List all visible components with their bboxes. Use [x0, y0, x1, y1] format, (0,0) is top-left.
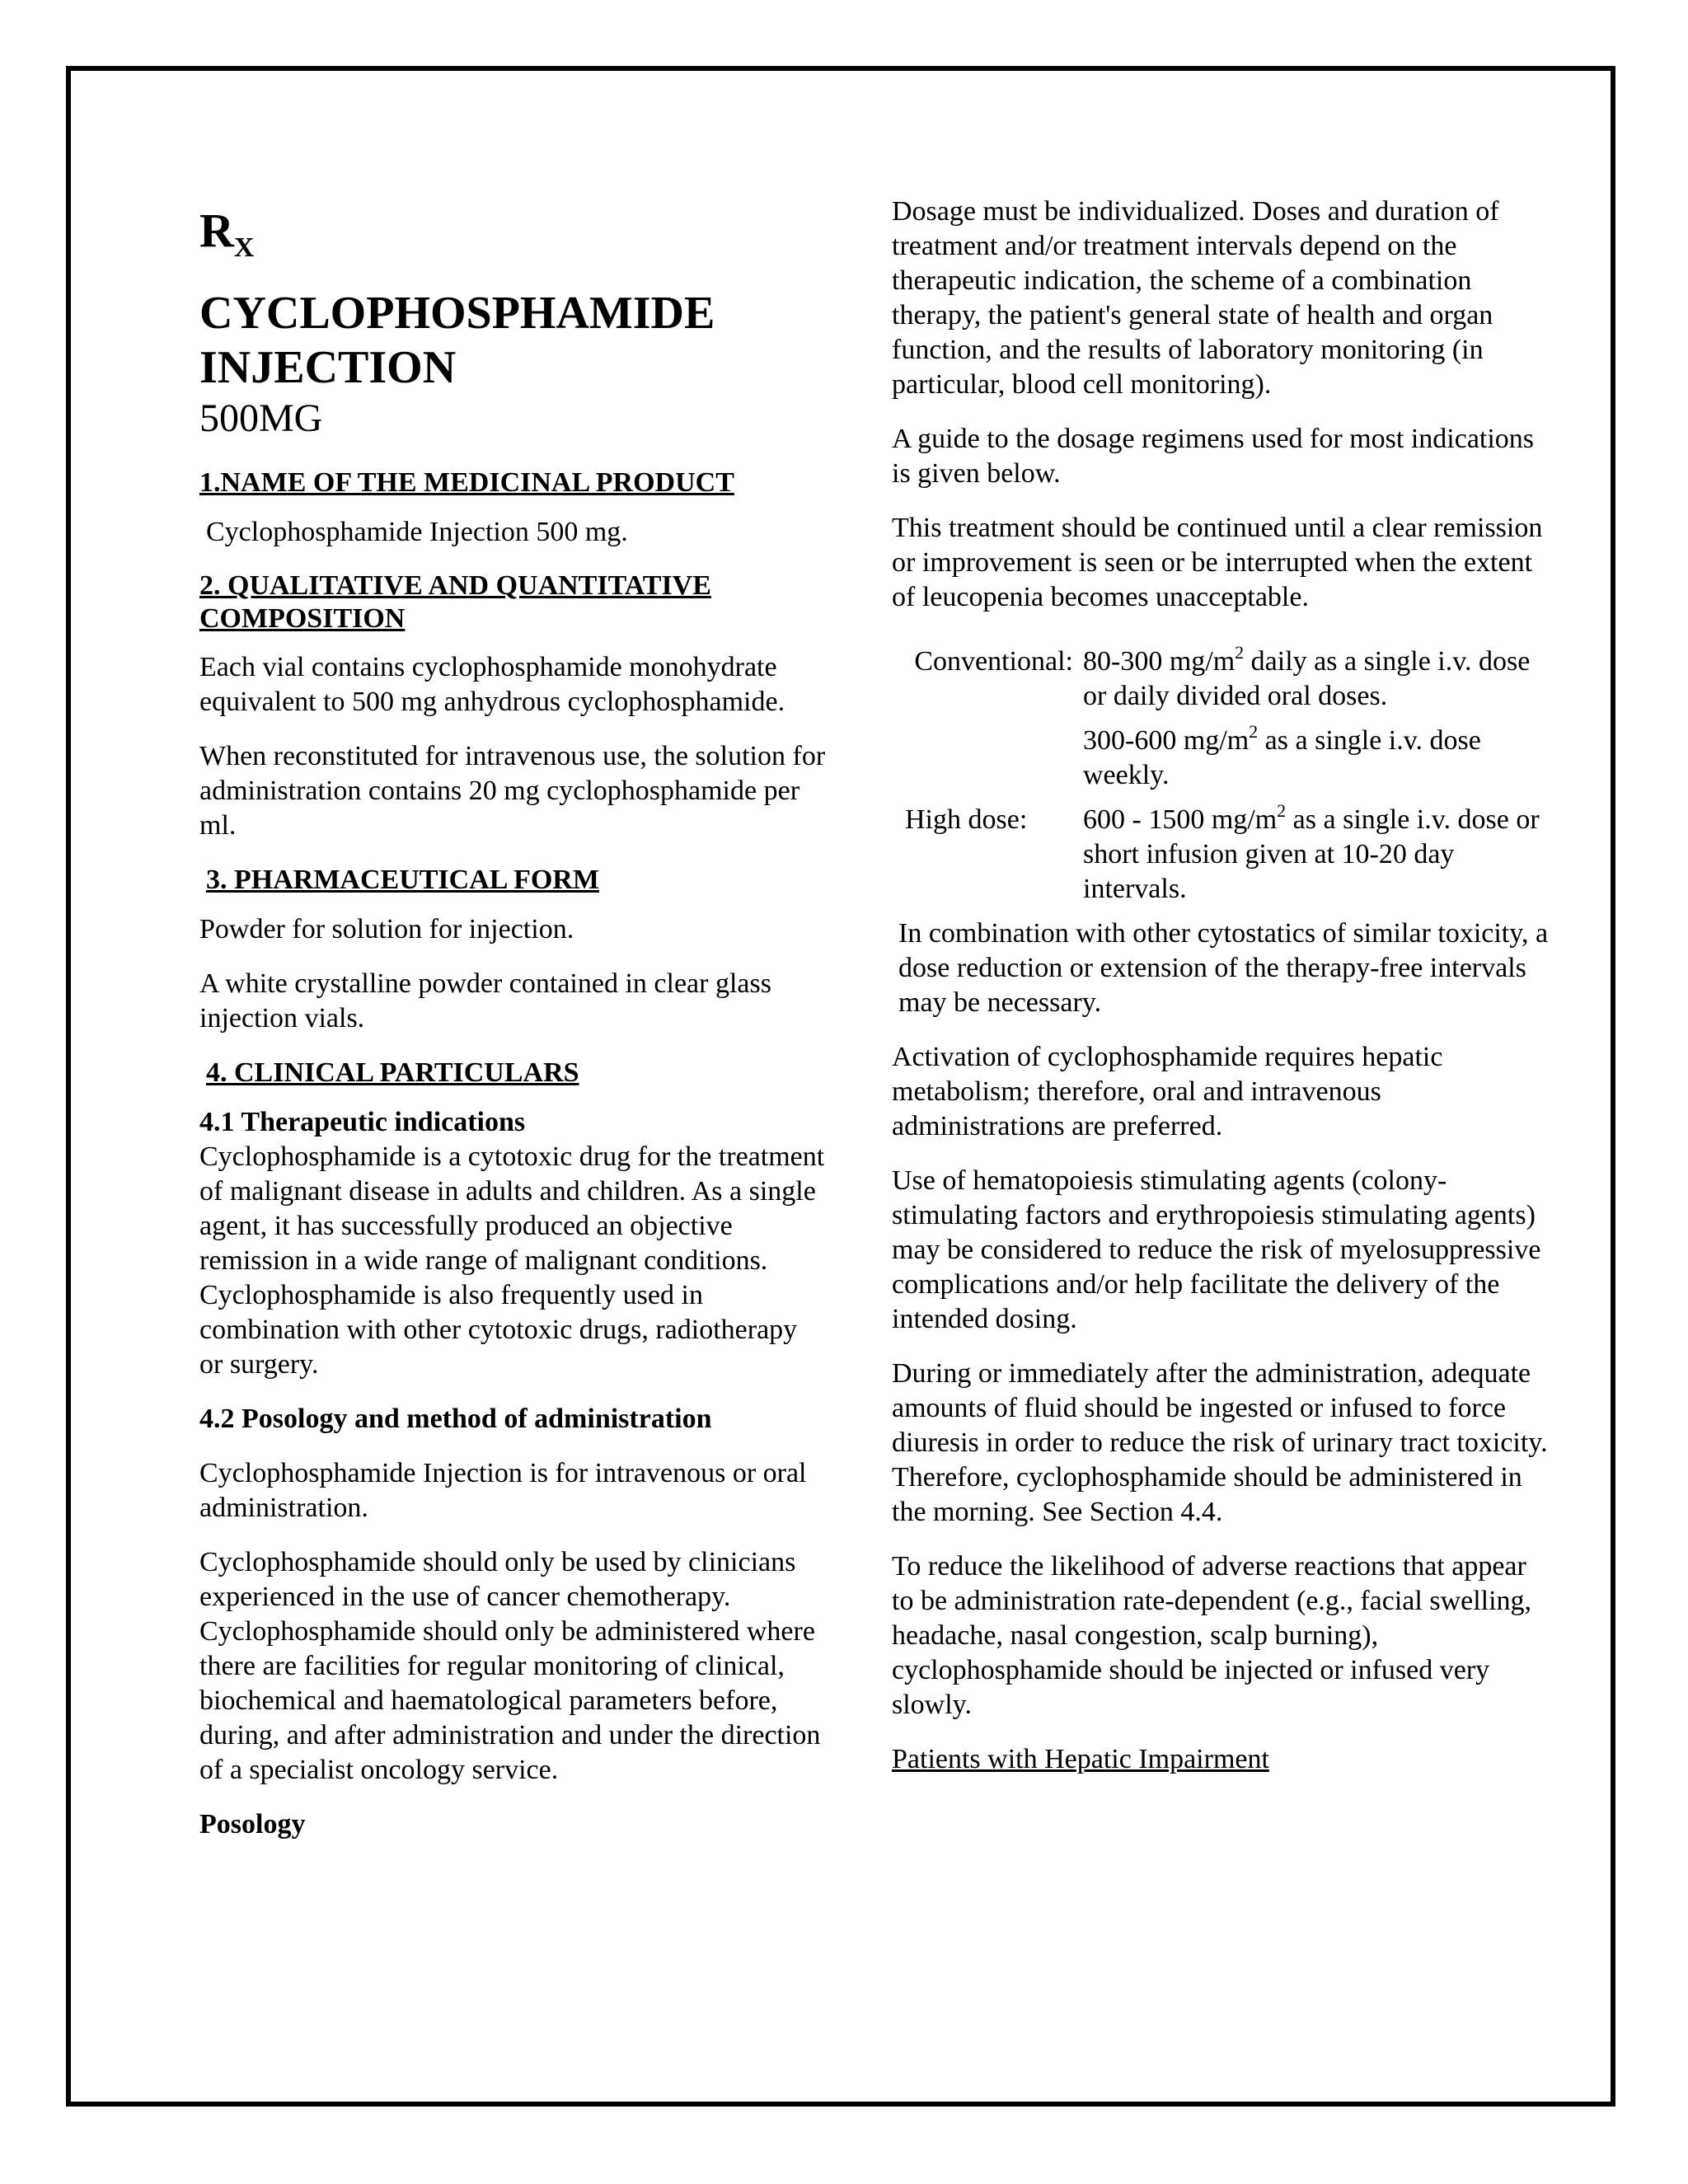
right-column — [892, 194, 1551, 1797]
section-4-1-text: Cyclophosphamide is a cytotoxic drug for the treatment of malignant disease in adults and children. As a single agent, it has successfully produced an objective remission in a wide range of malignant conditions. Cyclophosphamide is also frequently used in combination with other cytotoxic drugs, radiotherapy or surgery. — [199, 1141, 825, 1380]
dosage-paragraph-2: A guide to the dosage regimens used for most indications is given below. — [892, 424, 1535, 489]
dosage-paragraph-4: In combination with other cytostatics of similar toxicity, a dose reduction or extension of the therapy-free intervals may be necessary. — [898, 918, 1549, 1018]
section-1-heading: 1.NAME OF THE MEDICINAL PRODUCT — [199, 467, 734, 498]
left-column — [199, 194, 826, 1842]
section-4-heading: 4. CLINICAL PARTICULARS — [206, 1057, 579, 1088]
dosage-paragraph-3: This treatment should be continued until a clear remission or improvement is seen or be interrupted when the extent of leucopenia becomes unacceptable. — [892, 513, 1543, 612]
section-3-paragraph-1: Powder for solution for injection. — [199, 914, 574, 944]
section-3-heading: 3. PHARMACEUTICAL FORM — [206, 865, 599, 895]
dose-high-text: 600 - 1500 $mg/m^2$ as a single i.v. dose or short infusion given at 10-20 day intervals. — [1083, 800, 1540, 904]
dose-row-high — [892, 800, 1551, 916]
section-2-paragraph-2: When reconstituted for intravenous use, the solution for administration contains 20 mg cyclophosphamide per ml. — [199, 741, 826, 841]
section-4-2-paragraph-2: Cyclophosphamide should only be used by clinicians experienced in the use of cancer chemotherapy. Cyclophosphamide should only be administered where there are facilities for regular monitoring of clinical, biochemical and haematological parameters before, during, and after administration and under the direction of a specialist oncology service. — [199, 1547, 821, 1785]
section-1-text: Cyclophosphamide Injection 500 mg. — [206, 517, 628, 547]
product-title-line1: CYCLOPHOSPHAMIDE — [199, 288, 715, 339]
section-2-heading: 2. QUALITATIVE AND QUANTITATIVE COMPOSITION — [199, 570, 711, 634]
dose-label-high: High dose: — [905, 804, 1028, 835]
hepatic-impairment-heading: Patients with Hepatic Impairment — [892, 1744, 1269, 1774]
section-4-2-heading: 4.2 Posology and method of administration — [199, 1404, 712, 1434]
dose-row-conventional — [892, 644, 1551, 803]
dosage-regimen-table — [892, 644, 1551, 916]
section-4-2-paragraph-1: Cyclophosphamide Injection is for intravenous or oral administration. — [199, 1458, 807, 1523]
dosage-paragraph-6: Use of hematopoiesis stimulating agents (colony-stimulating factors and erythropoiesis stimulating agents) may be considered to reduce the risk of myelosuppressive complications and/or help facilitate the delivery of the intended dosing. — [892, 1165, 1541, 1334]
dosage-paragraph-5: Activation of cyclophosphamide requires hepatic metabolism; therefore, oral and intravenous administrations are preferred. — [892, 1042, 1443, 1141]
posology-heading: Posology — [199, 1809, 306, 1840]
section-4-1-heading: 4.1 Therapeutic indications — [199, 1107, 526, 1137]
dose-conventional-weekly: 300-600 $mg/m^2$ as a single i.v. dose weekly. — [1083, 721, 1481, 790]
section-2-paragraph-1: Each vial contains cyclophosphamide monohydrate equivalent to 500 mg anhydrous cyclophosphamide. — [199, 652, 785, 717]
rx-symbol: $R_X$ — [199, 204, 255, 263]
dosage-paragraph-7: During or immediately after the administration, adequate amounts of fluid should be ingested or infused to force diuresis in order to reduce the risk of urinary tract toxicity. Therefore, cyclophosphamide should be administered in the morning. See Section 4.4. — [892, 1358, 1548, 1527]
dose-conventional-daily: 80-300 $mg/m^2$ daily as a single i.v. dose or daily divided oral doses. — [1083, 642, 1531, 711]
product-title-line2: INJECTION — [199, 342, 457, 393]
product-strength: 500MG — [199, 396, 323, 440]
dose-label-conventional: Conventional: — [914, 646, 1073, 677]
dosage-paragraph-1: Dosage must be individualized. Doses and duration of treatment and/or treatment intervals depend on the therapeutic indication, the scheme of a combination therapy, the patient's general state of health and organ function, and the results of laboratory monitoring (in particular, blood cell monitoring). — [892, 196, 1499, 400]
dosage-paragraph-8: To reduce the likelihood of adverse reactions that appear to be administration rate-dependent (e.g., facial swelling, headache, nasal congestion, scalp burning), cyclophosphamide should be injected or infused very slowly. — [892, 1551, 1532, 1720]
section-3-paragraph-2: A white crystalline powder contained in clear glass injection vials. — [199, 968, 771, 1033]
